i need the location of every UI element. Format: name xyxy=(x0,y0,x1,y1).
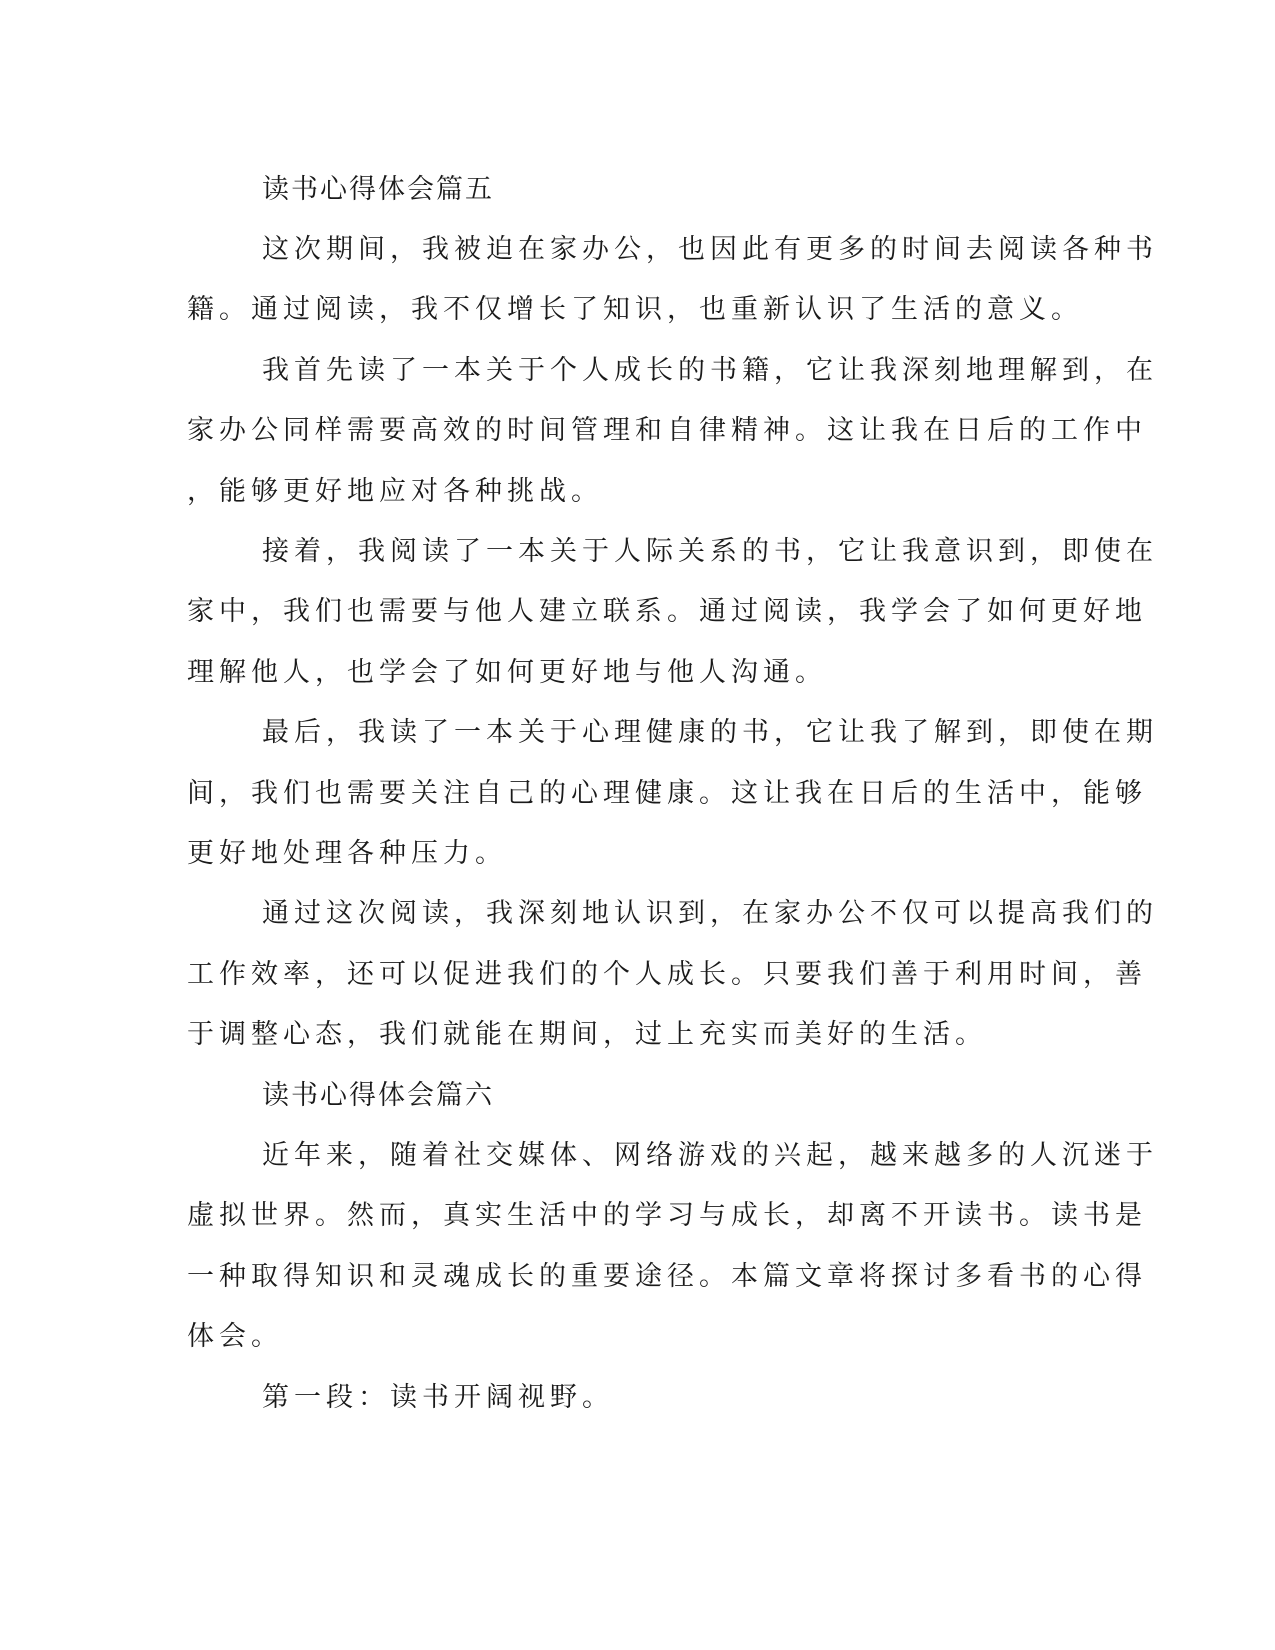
paragraph-line: 我首先读了一本关于个人成长的书籍，它让我深刻地理解到，在 xyxy=(262,355,1158,386)
paragraph-line: 第一段：读书开阔视野。 xyxy=(262,1382,614,1413)
paragraph-line: 通过这次阅读，我深刻地认识到，在家办公不仅可以提高我们的 xyxy=(262,898,1158,929)
paragraph-line: 虚拟世界。然而，真实生活中的学习与成长，却离不开读书。读书是 xyxy=(187,1200,1147,1231)
paragraph-line: 体会。 xyxy=(187,1321,283,1352)
paragraph-line: 间，我们也需要关注自己的心理健康。这让我在日后的生活中，能够 xyxy=(187,778,1147,809)
paragraph-line: 更好地处理各种压力。 xyxy=(187,838,507,869)
paragraph-line: 最后，我读了一本关于心理健康的书，它让我了解到，即使在期 xyxy=(262,717,1158,748)
paragraph-line: 工作效率，还可以促进我们的个人成长。只要我们善于利用时间，善 xyxy=(187,959,1147,990)
section-heading: 读书心得体会篇六 xyxy=(262,1080,494,1111)
paragraph-line: 近年来，随着社交媒体、网络游戏的兴起，越来越多的人沉迷于 xyxy=(262,1140,1158,1171)
paragraph-line: 家办公同样需要高效的时间管理和自律精神。这让我在日后的工作中 xyxy=(187,415,1147,446)
paragraph-line: ，能够更好地应对各种挑战。 xyxy=(187,476,603,507)
paragraph-line: 接着，我阅读了一本关于人际关系的书，它让我意识到，即使在 xyxy=(262,536,1158,567)
paragraph-line: 于调整心态，我们就能在期间，过上充实而美好的生活。 xyxy=(187,1019,987,1050)
paragraph-line: 籍。通过阅读，我不仅增长了知识，也重新认识了生活的意义。 xyxy=(187,294,1083,325)
section-heading: 读书心得体会篇五 xyxy=(262,174,494,205)
paragraph-line: 理解他人，也学会了如何更好地与他人沟通。 xyxy=(187,657,827,688)
paragraph-line: 这次期间，我被迫在家办公，也因此有更多的时间去阅读各种书 xyxy=(262,234,1158,265)
paragraph-line: 家中，我们也需要与他人建立联系。通过阅读，我学会了如何更好地 xyxy=(187,596,1147,627)
paragraph-line: 一种取得知识和灵魂成长的重要途径。本篇文章将探讨多看书的心得 xyxy=(187,1261,1147,1292)
